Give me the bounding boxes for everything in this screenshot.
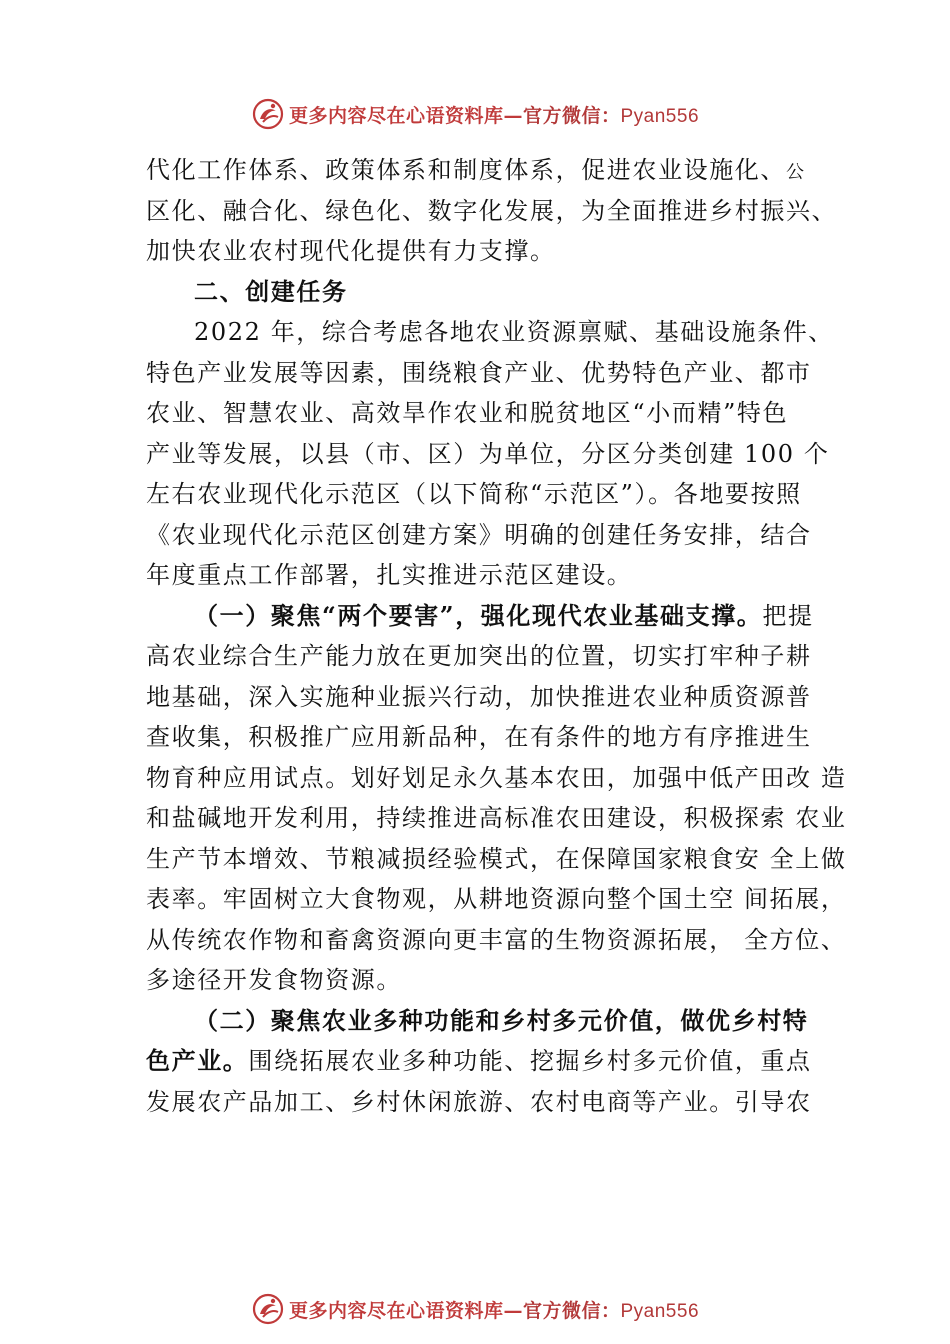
footer-brand-text: 更多内容尽在心语资料库: [288, 1299, 504, 1322]
subsection-2-line: 色产业。围绕拓展农业多种功能、挖掘乡村多元价值，重点: [146, 1046, 812, 1075]
footer-dash: —: [503, 1299, 523, 1322]
line-end-mark: 公: [786, 162, 806, 183]
footer-banner: [0, 1287, 950, 1331]
subsection-2-title: （二）聚焦农业多种功能和乡村多元价值，做优乡村特: [194, 1005, 809, 1035]
body-line-21: 多途径开发食物资源。: [146, 966, 402, 994]
body-line-20: 从传统农作物和畜禽资源向更丰富的生物资源拓展， 全方位、: [146, 925, 847, 954]
swirl-logo-icon: [251, 1292, 285, 1326]
header-wechat-id: Pyan556: [620, 105, 700, 127]
document-body: [146, 150, 847, 1122]
body-line-2: 区化、融合化、绿色化、数字化发展，为全面推进乡村振兴、: [146, 196, 838, 225]
body-line-18: 生产节本增效、节粮减损经验模式，在保障国家粮食安 全上做: [146, 844, 847, 873]
header-dash: —: [503, 104, 523, 127]
section-heading: 二、创建任务: [194, 277, 348, 306]
body-line-19: 表率。牢固树立大食物观，从耕地资源向整个国土空 间拓展，: [146, 885, 847, 913]
header-wechat-label: 官方微信：: [522, 104, 621, 127]
footer-wechat-id: Pyan556: [620, 1300, 700, 1322]
body-line-17: 和盐碱地开发利用，持续推进高标准农田建设，积极探索 农业: [146, 804, 847, 832]
body-line-16: 物育种应用试点。划好划足永久基本农田，加强中低产田改 造: [146, 763, 847, 792]
body-line-3: 加快农业农村现代化提供有力支撑。: [146, 237, 556, 265]
body-line-13: 高农业综合生产能力放在更加突出的位置，切实打牢种子耕: [146, 642, 812, 670]
subsection-1-title: （一）聚焦“两个要害”，强化现代农业基础支撑。: [194, 600, 763, 630]
header-brand-text: 更多内容尽在心语资料库: [288, 104, 504, 127]
body-line-8: 产业等发展，以县（市、区）为单位，分区分类创建 100 个: [146, 439, 830, 468]
body-line-1: 代化工作体系、政策体系和制度体系，促进农业设施化、公: [146, 156, 806, 184]
body-line-9: 左右农业现代化示范区（以下简称“示范区”）。各地要按照: [146, 480, 802, 508]
body-line-15: 查收集，积极推广应用新品种，在有条件的地方有序推进生: [146, 723, 812, 751]
header-banner-text: [289, 101, 699, 128]
body-line-5: 2022 年，综合考虑各地农业资源禀赋、基础设施条件、: [194, 318, 834, 346]
footer-banner-text: [289, 1296, 699, 1323]
body-line-10: 《农业现代化示范区创建方案》明确的创建任务安排，结合: [146, 520, 812, 549]
footer-wechat-label: 官方微信：: [522, 1299, 621, 1322]
swirl-logo-icon: [251, 97, 285, 131]
body-line-7: 农业、智慧农业、高效旱作农业和脱贫地区“小而精”特色: [146, 399, 789, 427]
body-line-6: 特色产业发展等因素，围绕粮食产业、优势特色产业、都市: [146, 358, 812, 387]
body-line-14: 地基础，深入实施种业振兴行动，加快推进农业种质资源普: [146, 682, 812, 711]
body-line-11: 年度重点工作部署，扎实推进示范区建设。: [146, 561, 633, 589]
subsection-1-line: （一）聚焦“两个要害”，强化现代农业基础支撑。把提: [194, 600, 814, 630]
body-line-24: 发展农产品加工、乡村休闲旅游、农村电商等产业。引导农: [146, 1087, 812, 1116]
header-banner: [0, 92, 950, 136]
